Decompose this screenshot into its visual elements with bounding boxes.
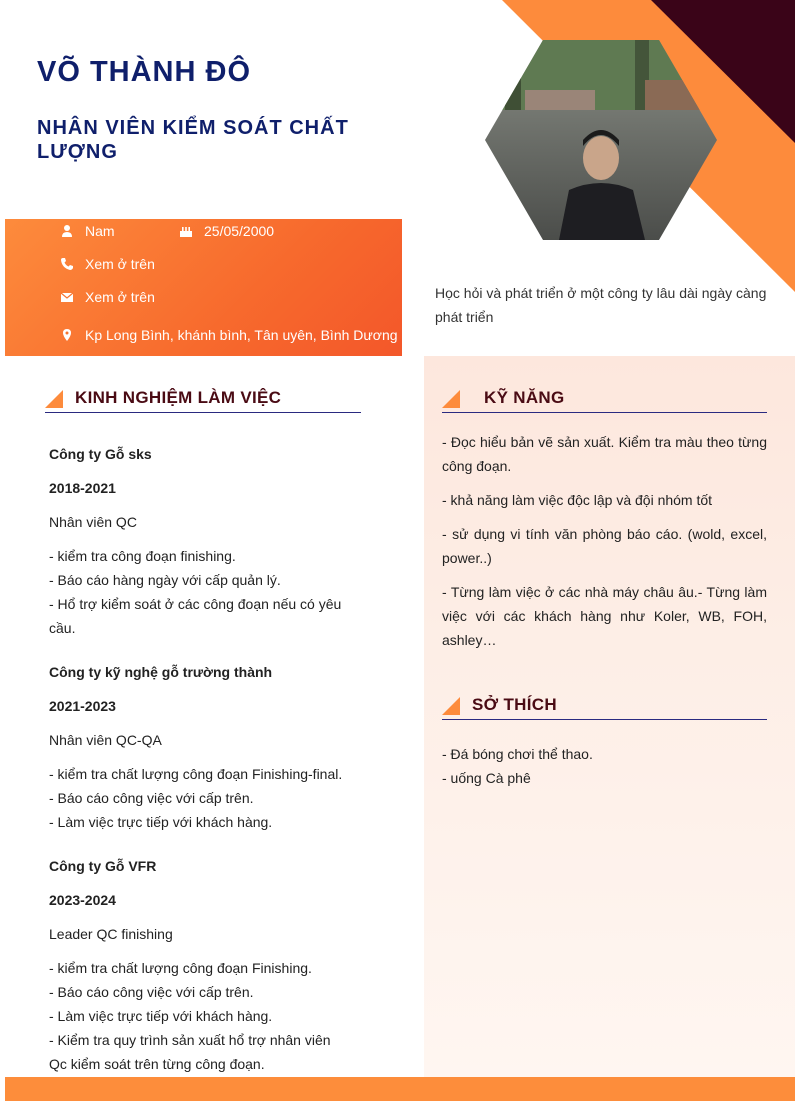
duty-line: - Hổ trợ kiểm soát ở các công đoạn nếu có yêu cầu. — [49, 596, 342, 636]
duty-line: - kiểm tra công đoạn finishing. — [49, 548, 236, 564]
job-title: NHÂN VIÊN KIỂM SOÁT CHẤT LƯỢNG — [37, 117, 349, 163]
map-marker-icon — [60, 328, 74, 342]
skills-heading — [442, 386, 767, 413]
candidate-name: VÕ THÀNH ĐÔ — [37, 56, 251, 88]
cake-icon — [179, 224, 193, 238]
gender-value: Nam — [85, 223, 115, 239]
company-name: Công ty kỹ nghệ gỗ trường thành — [49, 664, 273, 680]
duty-line: - Báo cáo công việc với cấp trên. — [49, 790, 254, 806]
user-icon — [60, 224, 74, 238]
duty-line: - Kiểm tra quy trình sản xuất hổ trợ nhân viên Qc kiểm soát trên từng công đoạn. — [49, 1032, 331, 1072]
work-years: 2021-2023 — [49, 698, 116, 714]
email-value: Xem ở trên — [85, 289, 155, 305]
position: Nhân viên QC — [49, 514, 137, 530]
skills-title: KỸ NĂNG — [484, 388, 565, 407]
experience-item — [49, 442, 349, 640]
birthday-row — [179, 223, 274, 239]
envelope-icon — [60, 290, 74, 304]
position: Leader QC finishing — [49, 926, 173, 942]
hobbies-title: SỞ THÍCH — [472, 695, 557, 714]
profile-photo — [485, 40, 717, 240]
address-value: Kp Long Bình, khánh bình, Tân uyên, Bình Dương — [85, 327, 398, 343]
company-name: Công ty Gỗ VFR — [49, 858, 157, 874]
experience-list — [49, 442, 349, 1076]
skills-list — [442, 430, 767, 662]
duty-line: - kiểm tra chất lượng công đoạn Finishing-final. — [49, 766, 343, 782]
duties — [49, 762, 349, 834]
duties — [49, 956, 349, 1076]
work-years: 2018-2021 — [49, 480, 116, 496]
duty-line: - kiểm tra chất lượng công đoạn Finishing. — [49, 960, 312, 976]
skill-item: - khả năng làm việc độc lập và đội nhóm tốt — [442, 492, 713, 508]
experience-heading — [45, 386, 361, 413]
duty-line: - Làm việc trực tiếp với khách hàng. — [49, 814, 273, 830]
career-objective: Học hỏi và phát triển ở một công ty lâu dài ngày càng phát triển — [435, 285, 767, 325]
resume-page — [5, 0, 795, 1101]
skill-item: - Từng làm việc ở các nhà máy châu âu.- Từng làm việc với các khách hàng như Koler, WB, FOH, ashley… — [442, 584, 767, 648]
triangle-icon — [442, 390, 460, 408]
company-name: Công ty Gỗ sks — [49, 446, 152, 462]
skill-item: - Đọc hiểu bản vẽ sản xuất. Kiểm tra màu theo từng công đoạn. — [442, 434, 767, 474]
hobby-item: - Đá bóng chơi thể thao. — [442, 746, 593, 762]
experience-item — [49, 660, 349, 834]
phone-value: Xem ở trên — [85, 256, 155, 272]
duty-line: - Báo cáo công việc với cấp trên. — [49, 984, 254, 1000]
footer-bar — [5, 1077, 795, 1101]
position: Nhân viên QC-QA — [49, 732, 162, 748]
hobbies-list — [442, 742, 767, 790]
skill-item: - sử dụng vi tính văn phòng báo cáo. (wold, excel, power..) — [442, 526, 767, 566]
experience-title: KINH NGHIỆM LÀM VIỆC — [75, 388, 282, 407]
birthday-value: 25/05/2000 — [204, 223, 275, 239]
triangle-icon — [45, 390, 63, 408]
phone-icon — [60, 257, 74, 271]
duties — [49, 544, 349, 640]
gender-row — [60, 223, 115, 239]
duty-line: - Làm việc trực tiếp với khách hàng. — [49, 1008, 273, 1024]
contact-panel — [5, 219, 402, 356]
hobby-item: - uống Cà phê — [442, 770, 531, 786]
phone-row — [60, 256, 155, 272]
triangle-icon — [442, 697, 460, 715]
address-row — [60, 327, 398, 343]
experience-item — [49, 854, 349, 1076]
hobbies-heading — [442, 693, 767, 720]
email-row — [60, 289, 155, 305]
duty-line: - Báo cáo hàng ngày với cấp quản lý. — [49, 572, 281, 588]
work-years: 2023-2024 — [49, 892, 116, 908]
